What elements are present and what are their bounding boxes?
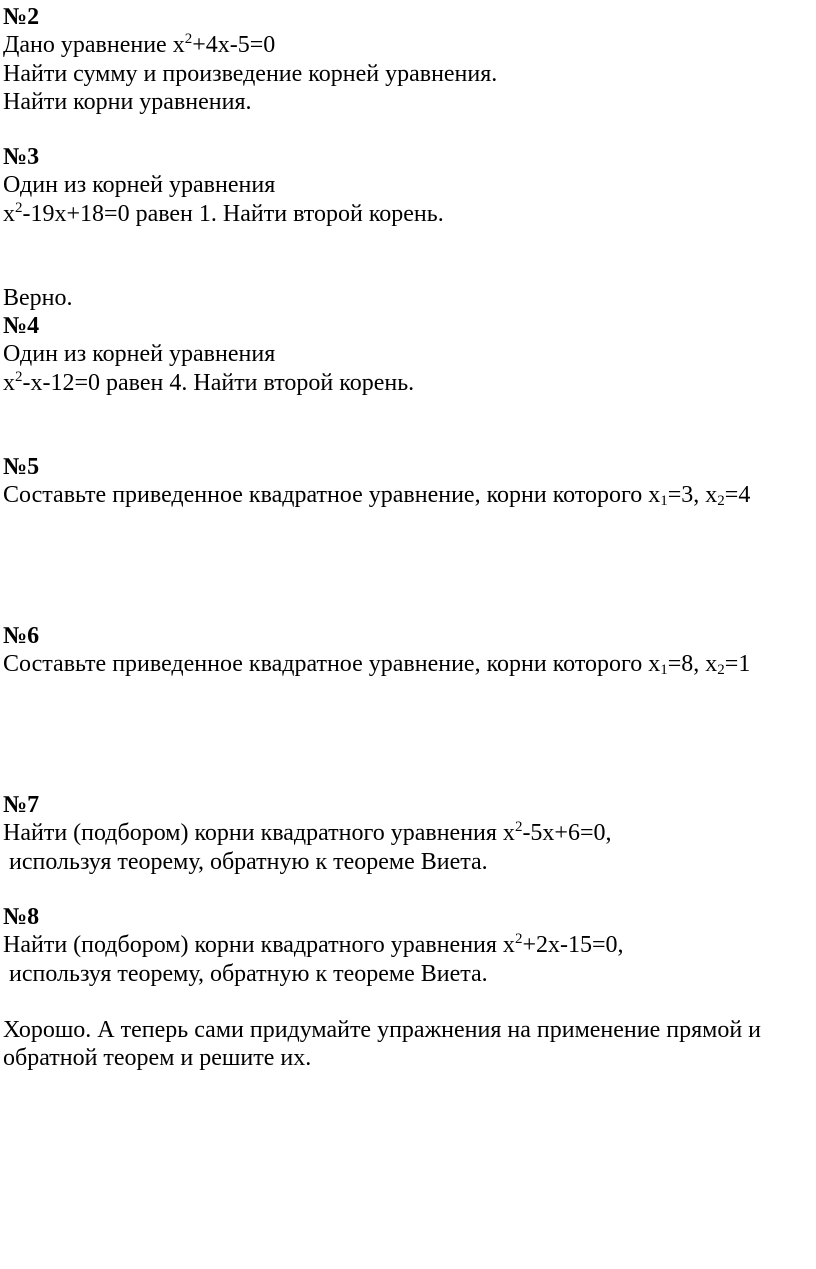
task-5-root-2-index: 2	[717, 493, 725, 509]
task-3-equation	[3, 200, 444, 228]
task-2-line-2: Найти сумму и произведение корней уравнения.	[3, 61, 498, 87]
task-5-text	[3, 481, 750, 509]
verno-text: Верно.	[3, 285, 73, 311]
task-6-text-main: Составьте приведенное квадратное уравнение, корни которого х	[3, 651, 661, 677]
task-4-equation-exponent: 2	[15, 369, 23, 385]
task-8-equation-exponent: 2	[514, 931, 523, 947]
task-5-text-mid: =3, х	[667, 482, 718, 508]
task-7-line-1-suffix: -5х+6=0,	[522, 820, 612, 846]
task-8-line-1-suffix: +2х-15=0,	[522, 932, 624, 958]
task-2-equation-prefix: Дано уравнение х	[3, 32, 185, 58]
task-3-equation-exponent: 2	[15, 200, 23, 216]
task-4-equation-prefix: х	[3, 370, 15, 396]
task-2-equation	[3, 31, 275, 59]
task-4-equation-suffix: -х-12=0 равен 4. Найти второй корень.	[22, 370, 415, 396]
task-6-text-mid: =8, х	[667, 651, 718, 677]
task-3-equation-prefix: х	[3, 201, 15, 227]
task-8-line-1-prefix: Найти (подбором) корни квадратного уравнения х	[3, 932, 515, 958]
task-6-text	[3, 650, 750, 678]
task-4-heading: №4	[3, 313, 40, 339]
task-3-equation-suffix: -19х+18=0 равен 1. Найти второй корень.	[22, 201, 444, 227]
task-7-line-1	[3, 819, 612, 847]
task-7-line-2: используя теорему, обратную к теореме Виета.	[3, 849, 488, 875]
task-2-line-3: Найти корни уравнения.	[3, 89, 252, 115]
task-7-heading: №7	[3, 792, 40, 818]
task-7-equation-exponent: 2	[514, 819, 523, 835]
task-7-line-1-prefix: Найти (подбором) корни квадратного уравнения х	[3, 820, 515, 846]
task-8-heading: №8	[3, 904, 40, 930]
task-6-heading: №6	[3, 623, 40, 649]
task-3-heading: №3	[3, 144, 40, 170]
task-4-line-1: Один из корней уравнения	[3, 341, 276, 367]
task-8-line-1	[3, 931, 624, 959]
closing-line-1: Хорошо. А теперь сами придумайте упражнения на применение прямой и	[3, 1017, 762, 1043]
closing-line-2: обратной теорем и решите их.	[3, 1045, 312, 1071]
task-6-text-end: =1	[724, 651, 751, 677]
task-3-line-1: Один из корней уравнения	[3, 172, 276, 198]
task-5-heading: №5	[3, 454, 40, 480]
task-6-root-2-index: 2	[717, 662, 725, 678]
task-5-text-main: Составьте приведенное квадратное уравнение, корни которого х	[3, 482, 661, 508]
task-2-equation-suffix: +4х-5=0	[192, 32, 276, 58]
task-2-heading: №2	[3, 4, 40, 30]
task-4-equation	[3, 369, 414, 397]
task-2-equation-exponent: 2	[184, 31, 193, 47]
task-5-root-1-index: 1	[660, 493, 668, 509]
task-8-line-2: используя теорему, обратную к теореме Виета.	[3, 961, 488, 987]
task-5-text-end: =4	[724, 482, 751, 508]
task-6-root-1-index: 1	[660, 662, 668, 678]
